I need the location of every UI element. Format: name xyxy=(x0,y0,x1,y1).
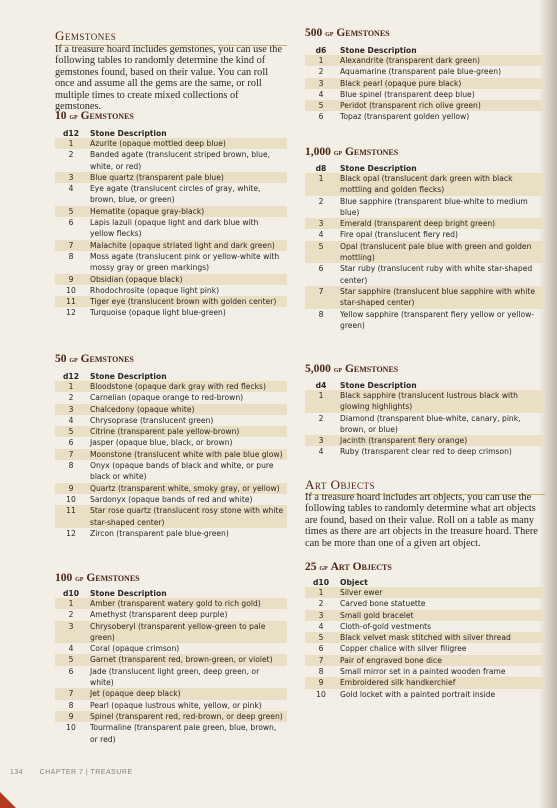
table-row xyxy=(55,505,287,528)
roll-number: 2 xyxy=(68,150,74,160)
roll-number: 2 xyxy=(318,599,324,609)
roll-number: 6 xyxy=(318,644,324,654)
die-header: d12 xyxy=(62,372,79,381)
table-title-100gp: 100 gp Gemstones xyxy=(55,572,140,584)
roll-number: 6 xyxy=(68,218,74,228)
entry-description: Turquoise (opaque light blue-green) xyxy=(90,308,226,318)
entry-description: Chrysoberyl (transparent yellow-green to pale green) xyxy=(87,621,287,644)
roll-number: 10 xyxy=(66,723,76,733)
roll-number: 10 xyxy=(66,285,76,295)
entry-description: Quartz (transparent white, smoky gray, or yellow) xyxy=(87,483,287,494)
roll-number: 9 xyxy=(305,677,337,688)
table-row xyxy=(55,711,287,722)
entry-description: Amber (transparent watery gold to rich gold) xyxy=(87,598,287,609)
entry-description: Pearl (opaque lustrous white, yellow, or pink) xyxy=(90,700,262,710)
page-number: 134 xyxy=(10,769,24,776)
entry-description: Blue quartz (transparent pale blue) xyxy=(87,172,287,183)
table-header-row xyxy=(305,43,545,55)
roll-number: 10 xyxy=(66,494,76,504)
roll-number: 3 xyxy=(305,610,337,621)
art-object-table-25gp xyxy=(305,575,545,700)
table-row xyxy=(55,274,287,285)
table-row xyxy=(305,229,545,240)
table-row xyxy=(55,415,287,426)
roll-number: 9 xyxy=(55,274,87,285)
table-header-row xyxy=(55,126,287,138)
roll-number: 5 xyxy=(305,632,337,643)
roll-number: 5 xyxy=(305,100,337,111)
table-row xyxy=(55,460,287,483)
entry-description: Topaz (transparent golden yellow) xyxy=(340,112,470,122)
table-row xyxy=(305,55,545,66)
entry-description: Emerald (transparent deep bright green) xyxy=(337,218,545,229)
entry-description: Small mirror set in a painted wooden frame xyxy=(340,667,506,677)
table-row xyxy=(55,621,287,644)
entry-description: Blue spinel (transparent deep blue) xyxy=(340,89,475,99)
entry-description: Carved bone statuette xyxy=(340,599,426,609)
roll-number: 5 xyxy=(55,206,87,217)
table-header-row xyxy=(305,161,545,173)
entry-description: Malachite (opaque striated light and dark green) xyxy=(87,240,287,251)
entry-description: Aquamarine (transparent pale blue-green) xyxy=(340,67,502,77)
gemstone-table-100gp xyxy=(55,586,287,745)
die-header: d10 xyxy=(312,578,329,587)
table-row xyxy=(55,598,287,609)
entry-description: Black pearl (opaque pure black) xyxy=(337,78,545,89)
table-row xyxy=(305,689,545,700)
roll-number: 2 xyxy=(318,413,324,423)
table-row xyxy=(305,286,545,309)
roll-number: 9 xyxy=(55,711,87,722)
table-row xyxy=(55,494,287,505)
roll-number: 6 xyxy=(68,666,74,676)
gemstone-table-10gp xyxy=(55,126,287,319)
roll-number: 8 xyxy=(68,461,74,471)
page-footer xyxy=(10,769,133,776)
roll-number: 3 xyxy=(55,621,87,644)
roll-number: 6 xyxy=(318,112,324,122)
roll-number: 1 xyxy=(305,390,337,413)
entry-description: Rhodochrosite (opaque light pink) xyxy=(90,285,220,295)
roll-number: 3 xyxy=(55,404,87,415)
roll-number: 8 xyxy=(318,309,324,319)
roll-number: 5 xyxy=(305,241,337,264)
table-row xyxy=(305,655,545,666)
roll-number: 2 xyxy=(68,610,74,620)
roll-number: 11 xyxy=(55,296,87,307)
table-row xyxy=(55,666,287,689)
table-row xyxy=(305,587,545,598)
roll-number: 1 xyxy=(305,173,337,196)
table-row xyxy=(55,172,287,183)
entry-description: Embroidered silk handkerchief xyxy=(337,677,545,688)
entry-description: Lapis lazuli (opaque light and dark blue with yellow flecks) xyxy=(90,218,259,239)
die-header: d6 xyxy=(315,46,327,55)
entry-description: Fire opal (translucent fiery red) xyxy=(340,230,458,240)
table-row xyxy=(55,654,287,665)
entry-description: Peridot (transparent rich olive green) xyxy=(337,100,545,111)
roll-number: 3 xyxy=(305,218,337,229)
entry-description: Spinel (transparent red, red-brown, or deep green) xyxy=(87,711,287,722)
table-row xyxy=(55,206,287,217)
table-title-50gp: 50 gp Gemstones xyxy=(55,353,134,365)
gemstone-table-1000gp xyxy=(305,161,545,331)
table-title-5000gp: 5,000 gp Gemstones xyxy=(305,363,399,375)
entry-description: Banded agate (translucent striped brown, blue, white, or red) xyxy=(90,150,271,171)
roll-number: 4 xyxy=(68,644,74,654)
entry-description: Ruby (transparent clear red to deep crimson) xyxy=(340,447,512,457)
table-row xyxy=(55,449,287,460)
column-header: Stone Description xyxy=(90,589,167,598)
table-header-row xyxy=(55,586,287,598)
table-row xyxy=(305,263,545,286)
roll-number: 5 xyxy=(55,426,87,437)
die-header: d4 xyxy=(315,381,327,390)
table-row xyxy=(305,100,545,111)
table-row xyxy=(305,111,545,122)
entry-description: Obsidian (opaque black) xyxy=(87,274,287,285)
roll-number: 4 xyxy=(318,89,324,99)
table-row xyxy=(305,89,545,100)
entry-description: Onyx (opaque bands of black and white, or pure black or white) xyxy=(90,461,274,482)
table-row xyxy=(305,643,545,654)
table-row xyxy=(55,483,287,494)
table-row xyxy=(55,609,287,620)
table-row xyxy=(55,138,287,149)
table-row xyxy=(55,251,287,274)
table-row xyxy=(55,404,287,415)
table-header-row xyxy=(305,575,545,587)
die-header: d8 xyxy=(315,164,327,173)
roll-number: 7 xyxy=(305,655,337,666)
table-row xyxy=(305,621,545,632)
table-row xyxy=(55,392,287,403)
roll-number: 2 xyxy=(68,393,74,403)
table-row xyxy=(305,598,545,609)
roll-number: 11 xyxy=(55,505,87,528)
entry-description: Azurite (opaque mottled deep blue) xyxy=(87,138,287,149)
table-row xyxy=(305,446,545,457)
roll-number: 3 xyxy=(305,435,337,446)
entry-description: Jade (translucent light green, deep green, or white) xyxy=(90,666,260,688)
table-title-1000gp: 1,000 gp Gemstones xyxy=(305,146,399,158)
table-row xyxy=(55,285,287,296)
gemstone-table-500gp xyxy=(305,43,545,123)
table-row xyxy=(55,240,287,251)
entry-description: Carnelian (opaque orange to red-brown) xyxy=(90,393,244,403)
roll-number: 2 xyxy=(318,67,324,77)
roll-number: 5 xyxy=(55,654,87,665)
roll-number: 8 xyxy=(68,251,74,261)
gemstones-intro: If a treasure hoard includes gemstones, you can use the following tables to randomly determine the kind of gemstones found, based on their value. You can roll once and assume all the gems are the same, or roll multiple times to create mixed collections of gemstones. xyxy=(55,44,283,113)
chapter-label: CHAPTER 7 | TREASURE xyxy=(39,769,133,776)
roll-number: 1 xyxy=(55,381,87,392)
entry-description: Star sapphire (translucent blue sapphire with white star-shaped center) xyxy=(337,286,545,309)
entry-description: Tourmaline (transparent pale green, blue, brown, or red) xyxy=(90,723,277,744)
entry-description: Star rose quartz (translucent rosy stone with white star-shaped center) xyxy=(87,505,287,528)
roll-number: 8 xyxy=(318,667,324,677)
entry-description: Cloth-of-gold vestments xyxy=(340,621,432,631)
gemstones-heading: Gemstones xyxy=(55,28,287,46)
table-row xyxy=(305,66,545,77)
table-header-row xyxy=(55,369,287,381)
table-row xyxy=(305,413,545,436)
table-row xyxy=(305,435,545,446)
roll-number: 3 xyxy=(305,78,337,89)
table-row xyxy=(55,307,287,318)
table-row xyxy=(55,426,287,437)
roll-number: 6 xyxy=(68,438,74,448)
entry-description: Tiger eye (translucent brown with golden center) xyxy=(87,296,287,307)
table-title-500gp: 500 gp Gemstones xyxy=(305,27,390,39)
table-row xyxy=(55,296,287,307)
entry-description: Eye agate (translucent circles of gray, white, brown, blue, or green) xyxy=(90,184,261,205)
table-row xyxy=(55,688,287,699)
roll-number: 7 xyxy=(305,286,337,309)
table-row xyxy=(305,666,545,677)
column-header: Stone Description xyxy=(340,164,417,173)
entry-description: Zircon (transparent pale blue-green) xyxy=(90,528,229,538)
roll-number: 1 xyxy=(305,587,337,598)
entry-description: Black sapphire (translucent lustrous black with glowing highlights) xyxy=(337,390,545,413)
entry-description: Black opal (translucent dark green with black mottling and golden flecks) xyxy=(337,173,545,196)
roll-number: 1 xyxy=(305,55,337,66)
entry-description: Blue sapphire (transparent blue-white to medium blue) xyxy=(340,196,528,217)
entry-description: Hematite (opaque gray-black) xyxy=(87,206,287,217)
entry-description: Chrysoprase (translucent green) xyxy=(90,415,214,425)
roll-number: 4 xyxy=(318,621,324,631)
table-row xyxy=(55,183,287,206)
roll-number: 7 xyxy=(55,240,87,251)
table-row xyxy=(305,241,545,264)
column-header: Stone Description xyxy=(90,129,167,138)
entry-description: Opal (translucent pale blue with green and golden mottling) xyxy=(337,241,545,264)
table-row xyxy=(305,173,545,196)
entry-description: Alexandrite (transparent dark green) xyxy=(337,55,545,66)
roll-number: 4 xyxy=(318,447,324,457)
table-row xyxy=(305,677,545,688)
roll-number: 12 xyxy=(66,308,76,318)
column-header: Stone Description xyxy=(340,381,417,390)
entry-description: Jacinth (transparent fiery orange) xyxy=(337,435,545,446)
entry-description: Yellow sapphire (transparent fiery yellow or yellow-green) xyxy=(340,309,535,330)
roll-number: 10 xyxy=(316,689,326,699)
gemstone-table-50gp xyxy=(55,369,287,539)
column-header: Object xyxy=(340,578,368,587)
roll-number: 4 xyxy=(318,230,324,240)
corner-tab-decoration xyxy=(0,792,16,808)
table-row xyxy=(305,390,545,413)
column-header: Stone Description xyxy=(340,46,417,55)
roll-number: 1 xyxy=(55,598,87,609)
entry-description: Chalcedony (opaque white) xyxy=(87,404,287,415)
roll-number: 4 xyxy=(68,415,74,425)
roll-number: 2 xyxy=(318,196,324,206)
entry-description: Sardonyx (opaque bands of red and white) xyxy=(90,494,253,504)
roll-number: 4 xyxy=(68,184,74,194)
table-row xyxy=(305,632,545,643)
gemstone-table-5000gp xyxy=(305,378,545,458)
table-row xyxy=(55,700,287,711)
roll-number: 1 xyxy=(55,138,87,149)
table-title-25gp-art: 25 gp Art Objects xyxy=(305,561,392,573)
entry-description: Black velvet mask stitched with silver thread xyxy=(337,632,545,643)
entry-description: Silver ewer xyxy=(337,587,545,598)
entry-description: Small gold bracelet xyxy=(337,610,545,621)
entry-description: Moss agate (translucent pink or yellow-white with mossy gray or green markings) xyxy=(90,251,280,273)
table-row xyxy=(55,381,287,392)
table-row xyxy=(305,196,545,219)
roll-number: 3 xyxy=(55,172,87,183)
table-row xyxy=(55,217,287,240)
roll-number: 6 xyxy=(318,264,324,274)
die-header: d12 xyxy=(62,129,79,138)
table-header-row xyxy=(305,378,545,390)
entry-description: Copper chalice with silver filigree xyxy=(340,644,467,654)
art-objects-intro: If a treasure hoard includes art objects, you can use the following tables to randomly determine what art objects are found, based on their value. Roll on a table as many times as there are art objects in the treasure hoard. There can be more than one of a given art object. xyxy=(305,492,538,549)
die-header: d10 xyxy=(62,589,79,598)
table-title-10gp: 10 gp Gemstones xyxy=(55,110,134,122)
entry-description: Jet (opaque deep black) xyxy=(87,688,287,699)
entry-description: Citrine (transparent pale yellow-brown) xyxy=(87,426,287,437)
entry-description: Amethyst (transparent deep purple) xyxy=(90,610,228,620)
entry-description: Coral (opaque crimson) xyxy=(90,644,180,654)
entry-description: Jasper (opaque blue, black, or brown) xyxy=(90,438,233,448)
entry-description: Moonstone (translucent white with pale blue glow) xyxy=(87,449,287,460)
roll-number: 8 xyxy=(68,700,74,710)
table-row xyxy=(55,149,287,172)
table-row xyxy=(305,78,545,89)
table-row xyxy=(55,722,287,745)
table-row xyxy=(305,309,545,332)
roll-number: 7 xyxy=(55,688,87,699)
table-row xyxy=(55,643,287,654)
entry-description: Gold locket with a painted portrait inside xyxy=(340,689,496,699)
entry-description: Star ruby (translucent ruby with white star-shaped center) xyxy=(340,264,533,285)
roll-number: 9 xyxy=(55,483,87,494)
entry-description: Pair of engraved bone dice xyxy=(337,655,545,666)
table-row xyxy=(55,437,287,448)
entry-description: Garnet (transparent red, brown-green, or violet) xyxy=(87,654,287,665)
table-row xyxy=(305,610,545,621)
table-row xyxy=(305,218,545,229)
entry-description: Bloodstone (opaque dark gray with red flecks) xyxy=(87,381,287,392)
roll-number: 12 xyxy=(66,528,76,538)
table-row xyxy=(55,528,287,539)
roll-number: 7 xyxy=(55,449,87,460)
column-header: Stone Description xyxy=(90,372,167,381)
art-objects-heading: Art Objects xyxy=(305,477,545,495)
entry-description: Diamond (transparent blue-white, canary, pink, brown, or blue) xyxy=(340,413,521,434)
